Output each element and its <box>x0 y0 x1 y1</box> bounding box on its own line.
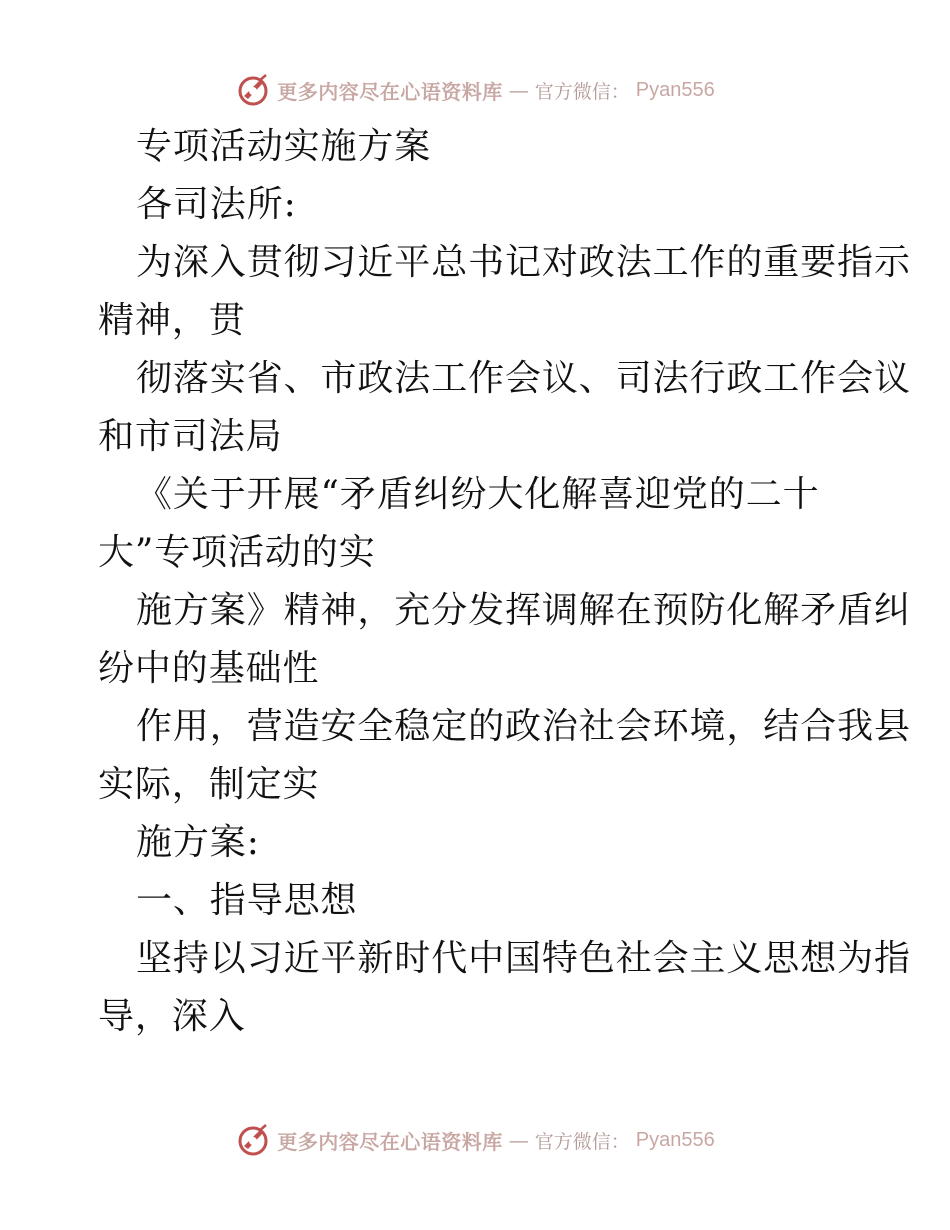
wechat-label: 官方微信： <box>534 1130 630 1153</box>
body-line: 彻落实省、市政法工作会议、司法行政工作会议 <box>136 358 911 399</box>
body-line: 实际，制定实 <box>98 764 320 805</box>
body-line: 大”专项活动的实 <box>98 532 376 573</box>
wechat-id: Pyan556 <box>635 78 715 101</box>
section-heading: 一、指导思想 <box>136 880 358 921</box>
body-line: 作用，营造安全稳定的政治社会环境，结合我县 <box>136 706 911 747</box>
salutation: 各司法所: <box>136 184 297 225</box>
quill-book-logo-icon <box>235 1122 271 1158</box>
body-line: 导，深入 <box>98 996 246 1037</box>
body-line: 《关于开展“矛盾纠纷大化解喜迎党的二十 <box>136 474 820 515</box>
promo-separator: — <box>508 78 529 102</box>
promo-separator: — <box>508 1128 529 1152</box>
document-body <box>98 118 911 1046</box>
body-line: 坚持以习近平新时代中国特色社会主义思想为指 <box>136 938 911 979</box>
body-line: 精神，贯 <box>98 300 246 341</box>
wechat-id: Pyan556 <box>635 1128 715 1151</box>
wechat-label: 官方微信： <box>534 80 630 103</box>
body-line: 施方案: <box>136 822 260 863</box>
quill-book-logo-icon <box>235 72 271 108</box>
body-line: 和市司法局 <box>98 416 283 457</box>
promo-text: 更多内容尽在心语资料库 <box>277 79 503 104</box>
footer-watermark-banner <box>0 1120 950 1160</box>
document-title: 专项活动实施方案 <box>136 126 432 167</box>
promo-text: 更多内容尽在心语资料库 <box>277 1129 503 1154</box>
header-watermark-banner <box>0 70 950 110</box>
body-line: 纷中的基础性 <box>98 648 320 689</box>
body-line: 为深入贯彻习近平总书记对政法工作的重要指示 <box>136 242 911 283</box>
body-line: 施方案》精神，充分发挥调解在预防化解矛盾纠 <box>136 590 911 631</box>
